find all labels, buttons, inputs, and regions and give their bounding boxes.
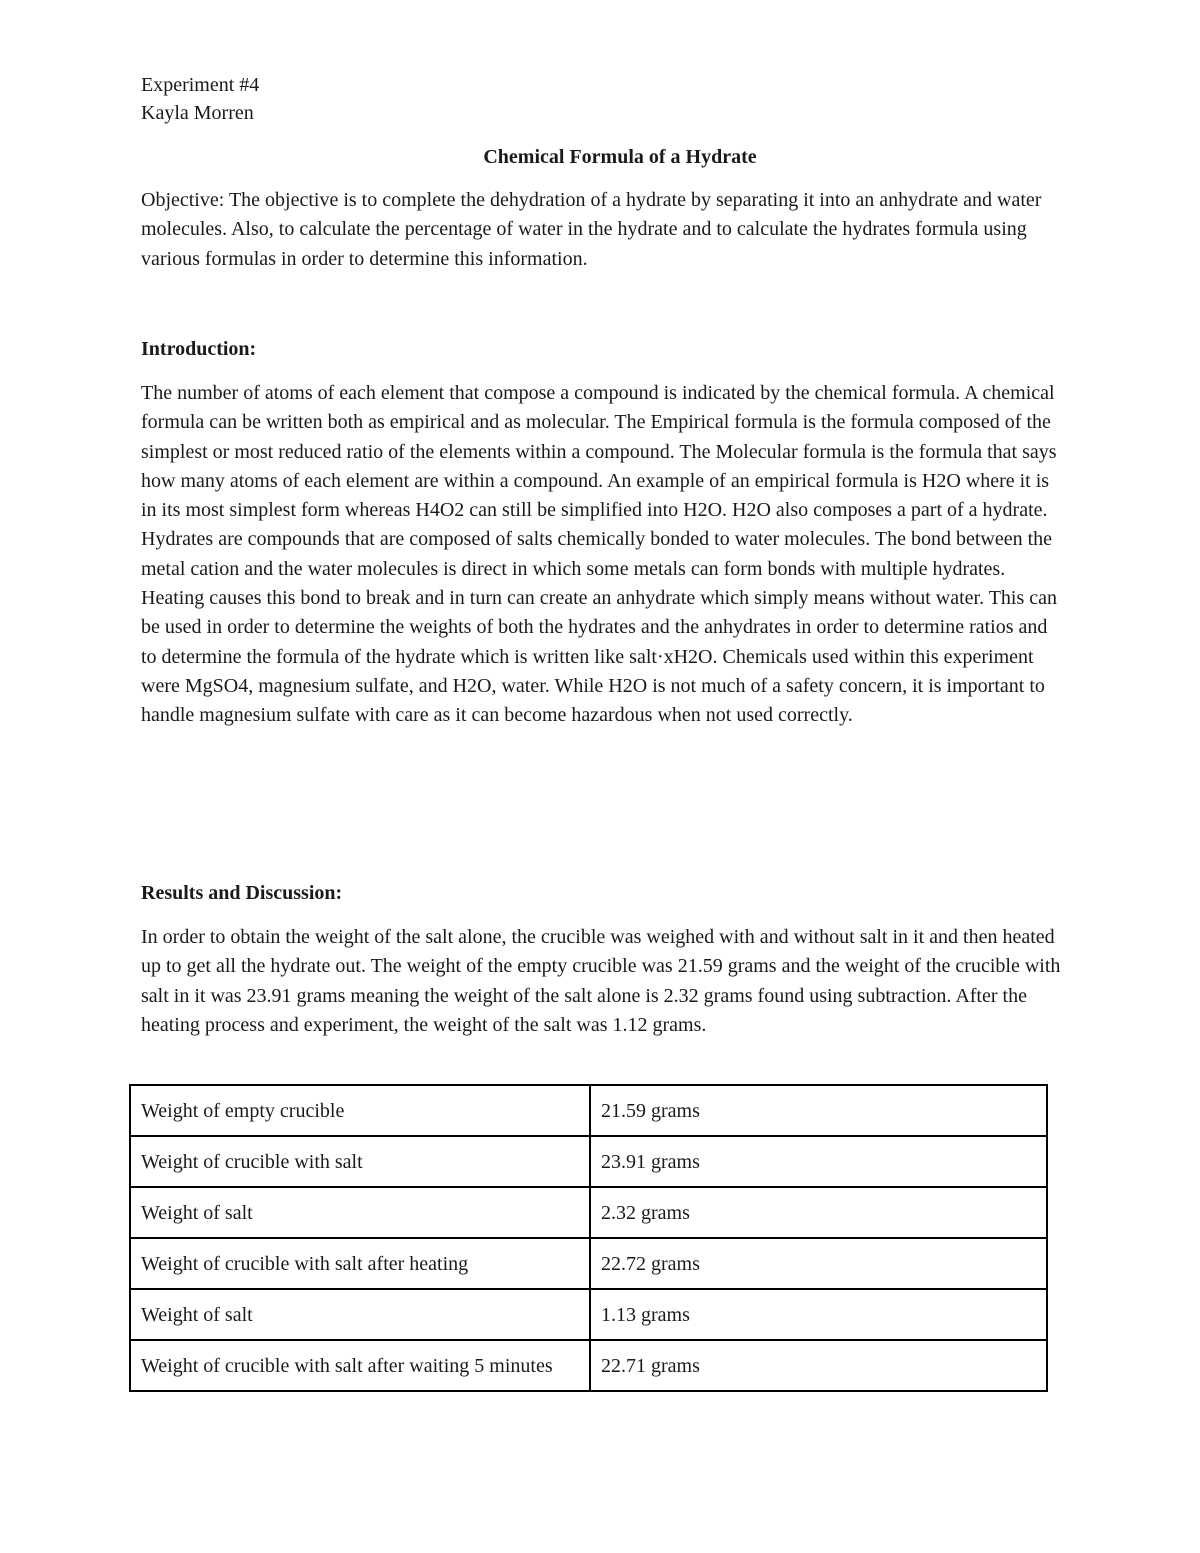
row-value: 2.32 grams — [590, 1187, 1047, 1238]
document-title: Chemical Formula of a Hydrate — [483, 146, 757, 168]
row-value: 22.71 grams — [590, 1340, 1047, 1391]
results-heading: Results and Discussion: — [141, 882, 343, 904]
row-value: 1.13 grams — [590, 1289, 1047, 1340]
row-label: Weight of crucible with salt — [130, 1136, 590, 1187]
row-value: 22.72 grams — [590, 1238, 1047, 1289]
table-row — [130, 1238, 1047, 1289]
row-label: Weight of crucible with salt after waiting 5 minutes — [130, 1340, 590, 1391]
table-row — [130, 1136, 1047, 1187]
row-label: Weight of empty crucible — [130, 1085, 590, 1136]
author-name: Kayla Morren — [141, 102, 254, 124]
experiment-number: Experiment #4 — [141, 74, 260, 96]
table-row — [130, 1289, 1047, 1340]
introduction-paragraph: The number of atoms of each element that compose a compound is indicated by the chemical formula. A chemical formula can be written both as empirical and as molecular. The Empirical formula is the formula composed of the simplest or most reduced ratio of the elements within a compound. The Molecular formula is the formula that says how many atoms of each element are within a compound. An example of an empirical formula is H2O where it is in its most simplest form whereas H4O2 can still be simplified into H2O. H2O also composes a part of a hydrate. Hydrates are compounds that are composed of salts chemically bonded to water molecules. The bond between the metal cation and the water molecules is direct in which some metals can form bonds with multiple hydrates. Heating causes this bond to break and in turn can create an anhydrate which simply means without water. This can be used in order to determine the weights of both the hydrates and the anhydrates in order to determine ratios and to determine the formula of the hydrate which is written like salt·xH2O. Chemicals used within this experiment were MgSO4, magnesium sulfate, and H2O, water. While H2O is not much of a safety concern, it is important to handle magnesium sulfate with care as it can become hazardous when not used correctly. — [141, 382, 1058, 727]
row-value: 23.91 grams — [590, 1136, 1047, 1187]
row-value: 21.59 grams — [590, 1085, 1047, 1136]
row-label: Weight of crucible with salt after heating — [130, 1238, 590, 1289]
row-label: Weight of salt — [130, 1289, 590, 1340]
introduction-heading: Introduction: — [141, 338, 257, 360]
row-label: Weight of salt — [130, 1187, 590, 1238]
weights-table — [129, 1084, 1048, 1392]
table-row — [130, 1340, 1047, 1391]
results-paragraph: In order to obtain the weight of the salt alone, the crucible was weighed with and without salt in it and then heated up to get all the hydrate out. The weight of the empty crucible was 21.59 grams and the weight of the crucible with salt in it was 23.91 grams meaning the weight of the salt alone is 2.32 grams found using subtraction. After the heating process and experiment, the weight of the salt was 1.12 grams. — [141, 926, 1061, 1036]
objective-paragraph: Objective: The objective is to complete the dehydration of a hydrate by separating it into an anhydrate and water molecules. Also, to calculate the percentage of water in the hydrate and to calculate the hydrates formula using various formulas in order to determine this information. — [141, 189, 1042, 270]
table-row — [130, 1085, 1047, 1136]
table-row — [130, 1187, 1047, 1238]
